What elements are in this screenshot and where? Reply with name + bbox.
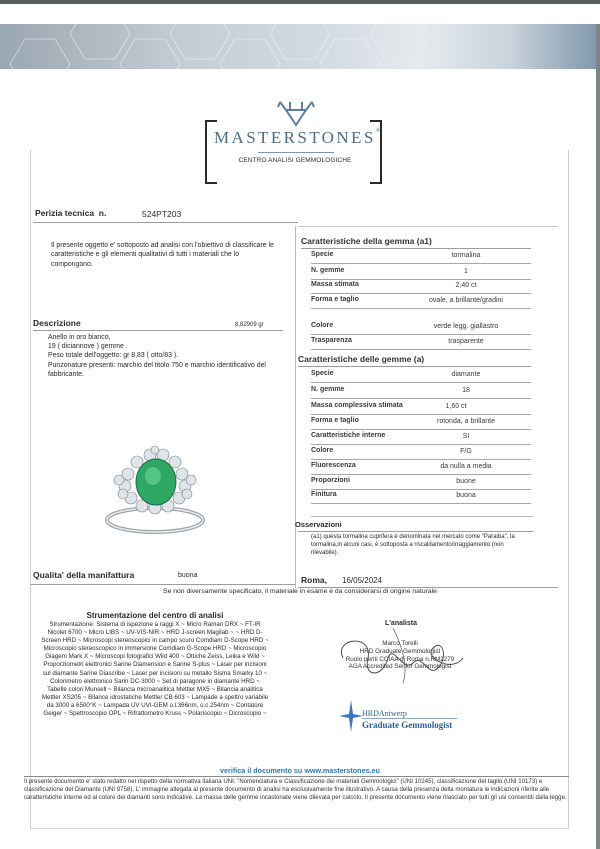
divider [33, 222, 298, 223]
description-line: Punzonature presenti: marchio del titolo 750 e marchio identificativo del fabbricante. [48, 361, 266, 378]
row-key: Specie [311, 370, 334, 377]
report-intro: Il presente oggetto e' sottoposto ad analisi con l'obiettivo di classificare le caratteristiche e gli elementi qualitativi di tutti i materiali che lo compongono. [51, 242, 274, 268]
column-divider [295, 226, 296, 588]
instruments-title: Strumentazione del centro di analisi [86, 611, 224, 620]
divider [33, 330, 283, 331]
gem-a-row [311, 446, 531, 460]
gem-a-row [311, 369, 531, 383]
row-key: Colore [311, 322, 334, 329]
row-value: da nulla a media [440, 463, 492, 470]
gem-a-row [311, 476, 531, 490]
legal-text: Il presente documento e' stato redatto nel rispetto della normativa italiana UNI: "Nomenclatura e Classificazione dei materiali Gemmologici" (UNI 10245), classificazione del taglio (UNI 10173) e classificazione del Diamante (UNI 9758). L' immagine allegata al presente documento di analisi ha esclusivamente fine illustrativo. A causa della presenza della montatura le indicazioni riferite alle caratteristiche interne ed al colore dei diamanti sono indicative. La massa delle gemme incastonate viene dilevata per calcolo. Il presente documento viene rilasciato per tutti gli usi consentiti dalla legge. [24, 778, 567, 801]
row-value: SI [462, 433, 470, 440]
divider [311, 516, 533, 517]
registered-mark: ® [375, 128, 383, 134]
gem-a-row [311, 490, 531, 504]
gem-a1-row [311, 336, 531, 350]
analyst-line: AGA Accredited Senior Gemmologist [348, 663, 452, 671]
row-key: Fluorescenza [311, 462, 356, 469]
divider [301, 248, 531, 249]
row-key: N. gemme [311, 386, 345, 393]
quality-value: buona [178, 572, 198, 579]
place: Roma, [301, 575, 327, 585]
header-banner [0, 24, 600, 69]
observations-title: Osservazioni [295, 520, 342, 529]
row-value: buona [456, 492, 476, 499]
gem-a-row [311, 401, 531, 415]
row-value: rotonda, a brillante [437, 418, 495, 425]
description-title: Descrizione [33, 318, 81, 328]
description-body [48, 333, 273, 379]
row-key: Massa complessiva stimata [311, 402, 403, 409]
verify-link[interactable]: verifica il documento su www.masterstones.eu [220, 766, 380, 775]
gem-a1-row [311, 266, 531, 280]
hrd-graduate-label: Graduate Gemmologist [362, 720, 453, 730]
gem-a1-row [311, 250, 531, 264]
report-label: Perizia tecnica n. [35, 208, 107, 218]
analyst-credentials [330, 640, 470, 671]
row-value: 1,60 ct [445, 403, 467, 410]
row-key: N. gemme [311, 267, 345, 274]
gem-a1-row [311, 321, 531, 335]
row-value: F/G [460, 448, 472, 455]
divider [30, 584, 295, 585]
row-key: Proporzioni [311, 477, 350, 484]
row-value: tormalina [451, 252, 481, 259]
description-line: 19 ( diciannove ) gemme . [48, 343, 128, 351]
analyst-title: L'analista [384, 620, 417, 627]
row-key: Forma e taglio [311, 417, 359, 424]
row-value: verde legg. giallastro [433, 323, 499, 330]
row-key: Finitura [311, 491, 337, 498]
gem-a-row [311, 461, 531, 475]
divider [298, 226, 558, 227]
row-key: Colore [311, 447, 334, 454]
row-value: 1 [464, 268, 468, 275]
diamond-stag-logo-icon [276, 98, 316, 128]
divider [298, 531, 533, 532]
row-key: Forma e taglio [311, 296, 359, 303]
row-value: ovale, a brillante/gradini [429, 297, 503, 304]
analyst-line: Ruolo periti CCIAA di Roma n.RM2279 [345, 655, 455, 663]
report-number: 524PT203 [142, 209, 182, 219]
row-key: Caratteristiche interne [311, 432, 386, 439]
row-key: Specie [311, 251, 334, 258]
gem-a1-row [311, 295, 531, 309]
observations-text: (a1) questa tormalina cuprifera è denominata nel mercato come "Paraiba", la tormalina,in alcuni casi, è sottoposta a riscaldamento/irraggiamento (non rilevabile). [311, 534, 515, 557]
analyst-line: Marco Torelli [382, 640, 418, 647]
description-weight: 8,82909 gr [235, 322, 264, 328]
quality-label: Qualita' della manifattura [33, 570, 135, 580]
row-value: 2,40 ct [455, 282, 477, 289]
divider [298, 366, 531, 367]
gem-a1-title: Caratteristiche della gemma (a1) [301, 236, 432, 246]
brand-name: MASTERSTONES® [214, 128, 383, 147]
description-line: Anello in oro bianco, [48, 334, 111, 341]
date: 16/05/2024 [342, 576, 383, 585]
gem-a-row [311, 416, 531, 430]
natural-origin-note: Se non diversamente specificato, il materiale in esame è da considerarsi di origine naturale [163, 588, 437, 595]
gem-a-row [311, 385, 531, 399]
row-key: Massa stimata [311, 281, 359, 288]
gem-a-row [311, 431, 531, 445]
gem-a1-row [311, 280, 531, 294]
row-value: buone [456, 478, 476, 485]
hexagon-pattern-icon [0, 24, 600, 69]
row-value: diamante [451, 371, 481, 378]
hrd-antwerp-label: HRDAntwerp [362, 709, 407, 718]
divider [24, 776, 569, 777]
description-line: Peso totale dell'oggetto: gr 8,83 ( otto/83 ). [48, 352, 179, 360]
gem-a-title: Caratteristiche delle gemme (a) [298, 354, 425, 364]
row-key: Trasparenza [311, 337, 352, 344]
hrd-star-icon [339, 700, 363, 732]
logo-divider [258, 152, 334, 153]
scan-right-edge [596, 24, 600, 849]
analyst-line: HRD Graduate Gemmologist [359, 647, 441, 655]
ring-photo-icon [95, 440, 215, 540]
row-value: 18 [462, 387, 470, 394]
row-value: trasparente [448, 338, 484, 345]
scan-top-edge [0, 0, 600, 4]
brand-subtitle: CENTRO ANALISI GEMMOLOGICHE [238, 157, 352, 164]
instruments-text: Strumentazione: Sistema di ispezione a raggi X ~ Micro Raman DRX ~ FT-IR Nicolet 6700 ~ Micro LIBS ~ UV-VIS-NIR ~ HRD J-screen Magilab ~ ~ HRD D-Screen HRD ~ Microscopi stereoscopici in campo scuro Comdiam D-Scope HRD ~ Microscopio stereoscopico in immersione Comdiam G-Scope HRD ~ Microscopio Giagem Mark X ~ Microscopi fotografici Wild 400 ~ Ottiche Zeiss, Leika e Wild ~ Proporziometri elettronici Sarine Diamension e Sarine S-plus ~ Laser per incisioni sul diamante Sarine Diascribe ~ Laser per incisioni su metallo Sisma Smarky 10 ~ Colorimetro elettronico Sarin DC-3000 ~ Set di paragone in diamante HRD ~ Tabelle colori Munsell ~ Bilancia microanalitica Mettler MX5 ~ Bilancia analitica Mettler XS205 ~ Bilance idrostatiche Mettler CB 603 ~ Lampade a spettro variabile da 3000 a 6500°K ~ Lampada UV UVI-GEM o.l.366nm, o.c.254nm ~ Contatore Geiger ~ Spettroscopio OPL ~ Rifrattometro Kruss ~ Polariscopio ~ Dicroscopio ~ [41, 621, 269, 718]
hrd-divider [362, 718, 457, 719]
